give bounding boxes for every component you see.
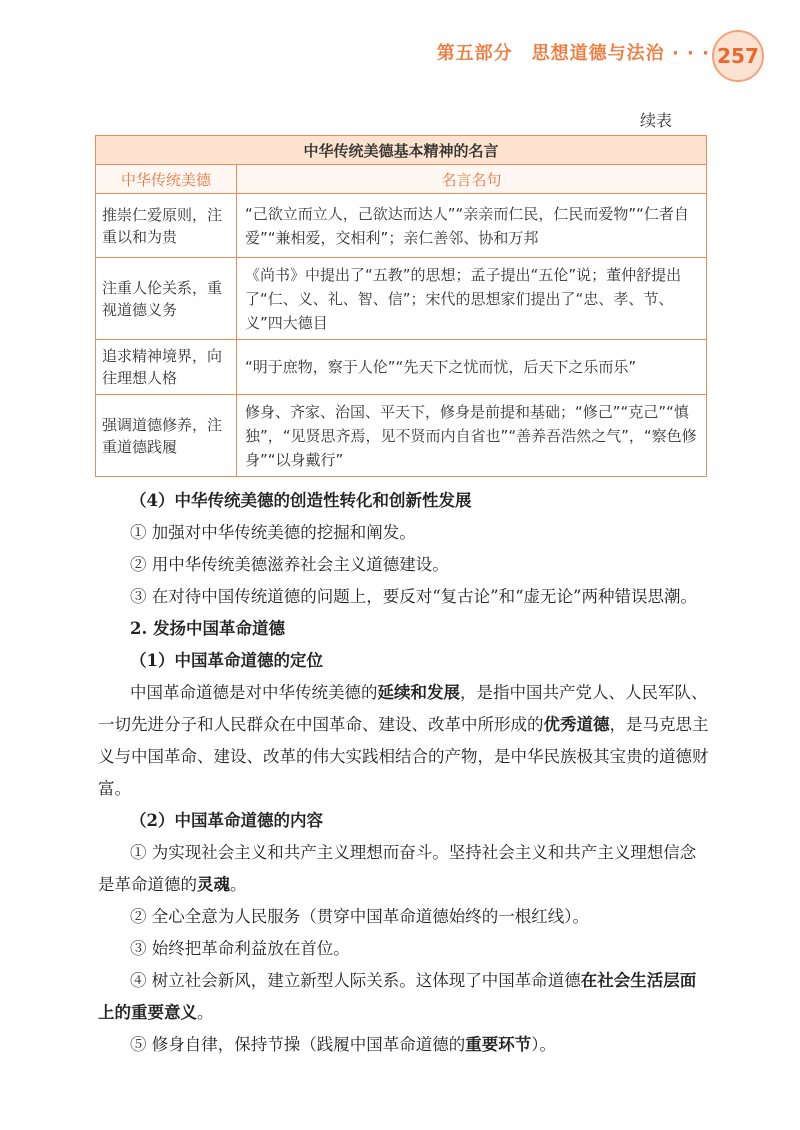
list-item bbox=[98, 965, 710, 1029]
emphasis-text: 优秀道德 bbox=[543, 715, 610, 734]
list-item: ① 加强对中华传统美德的挖掘和阐发。 bbox=[130, 523, 416, 542]
emphasis-text: 灵魂 bbox=[197, 875, 230, 894]
column-header-virtue: 中华传统美德 bbox=[96, 165, 237, 194]
paragraph-text: 中国革命道德是对中华传统美德的 bbox=[130, 683, 378, 702]
subsection-heading: （1）中国革命道德的定位 bbox=[130, 651, 323, 670]
paragraph-text: ④ 树立社会新风，建立新型人际关系。这体现了中国革命道德 bbox=[130, 971, 581, 990]
quotes-cell: 《尚书》中提出了“五教”的思想；孟子提出“五伦”说；董仲舒提出了“仁、义、礼、智、信”；宋代的思想家们提出了“忠、孝、节、义”四大德目 bbox=[237, 258, 707, 340]
emphasis-text: 重要环节 bbox=[465, 1035, 532, 1054]
paragraph-text: 。 bbox=[197, 1003, 214, 1022]
list-item: ② 用中华传统美德滋养社会主义道德建设。 bbox=[130, 555, 449, 574]
list-item bbox=[98, 837, 710, 901]
paragraph-text: ）。 bbox=[531, 1035, 556, 1054]
table-row bbox=[96, 258, 707, 340]
table-title: 中华传统美德基本精神的名言 bbox=[96, 136, 707, 165]
table-row bbox=[96, 194, 707, 258]
virtue-cell: 注重人伦关系，重视道德义务 bbox=[96, 258, 237, 340]
page-number: 257 bbox=[717, 44, 759, 68]
paragraph-text: 。 bbox=[230, 875, 247, 894]
list-item: ③ 始终把革命利益放在首位。 bbox=[130, 939, 350, 958]
list-item bbox=[98, 1029, 710, 1061]
paragraph-text: ⑤ 修身自律，保持节操（践履中国革命道德的 bbox=[130, 1035, 466, 1054]
continued-label: 续表 bbox=[639, 111, 672, 130]
section-heading: 2. 发扬中国革命道德 bbox=[130, 619, 285, 638]
table-row bbox=[96, 395, 707, 477]
list-item: ② 全心全意为人民服务（贯穿中国革命道德始终的一根红线）。 bbox=[130, 907, 589, 926]
subsection-heading: （2）中国革命道德的内容 bbox=[130, 811, 323, 830]
table-row bbox=[96, 340, 707, 395]
page-number-badge bbox=[712, 30, 764, 82]
quotes-cell: “己欲立而立人，己欲达而达人”“亲亲而仁民，仁民而爱物”“仁者自爱”“兼相爱，交相利”；亲仁善邻、协和万邦 bbox=[237, 194, 707, 258]
virtue-cell: 强调道德修养，注重道德践履 bbox=[96, 395, 237, 477]
emphasis-text: 在社会生活层面上的重要意义 bbox=[98, 971, 697, 1022]
section-header: 第五部分 思想道德与法治 · · · bbox=[436, 43, 710, 64]
paragraph-text: ① 为实现社会主义和共产主义理想而奋斗。坚持社会主义和共产主义理想信念是革命道德的 bbox=[98, 843, 697, 894]
quotes-cell: 修身、齐家、治国、平天下，修身是前提和基础；“修己”“克己”“慎独”，“见贤思齐焉，见不贤而内自省也”“善养吾浩然之气”，“察色修身”“以身戴行” bbox=[237, 395, 707, 477]
list-item: ③ 在对待中国传统道德的问题上，要反对“复古论”和“虚无论”两种错误思潮。 bbox=[130, 587, 697, 606]
quotes-cell: “明于庶物，察于人伦”“先天下之忧而忧，后天下之乐而乐” bbox=[237, 340, 707, 395]
section-heading: （4）中华传统美德的创造性转化和创新性发展 bbox=[130, 491, 472, 510]
virtue-quotes-table bbox=[95, 135, 707, 477]
body-content bbox=[98, 485, 710, 1061]
paragraph bbox=[98, 677, 710, 805]
paragraph-text: ，是马克思主义与中国革命、建设、改革的伟大实践相结合的产物，是中华民族极其宝贵的道德财富。 bbox=[98, 715, 709, 798]
paragraph-text: ，是指中国共产党人、人民军队、一切先进分子和人民群众在中国革命、建设、改革中所形成的 bbox=[98, 683, 708, 734]
virtue-cell: 推崇仁爱原则，注重以和为贵 bbox=[96, 194, 237, 258]
emphasis-text: 延续和发展 bbox=[377, 683, 460, 702]
virtue-cell: 追求精神境界，向往理想人格 bbox=[96, 340, 237, 395]
column-header-quotes: 名言名句 bbox=[237, 165, 707, 194]
